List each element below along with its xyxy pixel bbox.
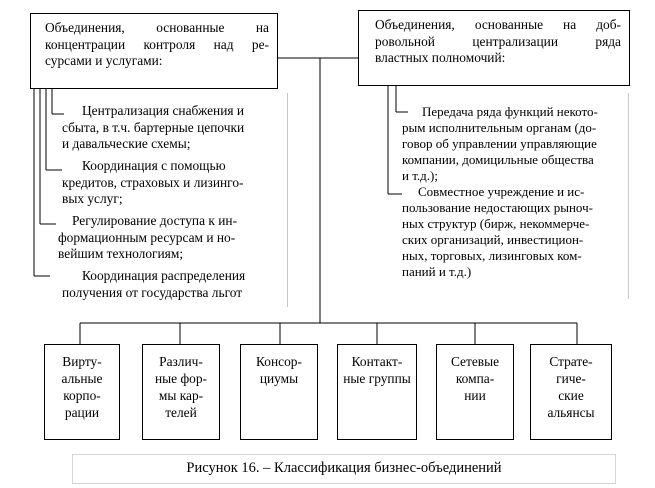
left-item-4: Координация распределения получения от государства льгот — [62, 268, 246, 300]
left-item-3: Регулирование доступа к ин- формационным ресурсам и но- вейшим технологиям; — [58, 213, 238, 261]
category-consortiums: Консор- циумы — [240, 344, 318, 440]
left-items-edge — [287, 93, 288, 307]
left-item-2: Координация с помощью кредитов, страховых и лизинго- вых услуг; — [62, 158, 244, 206]
right-header-box — [358, 10, 630, 86]
figure-caption: Рисунок 16. – Классификация бизнес-объединений — [186, 460, 502, 476]
left-header-box — [30, 13, 278, 89]
category-contact-groups: Контакт- ные группы — [337, 344, 417, 440]
right-header-line-1: Объединения, основанные на доб- — [375, 17, 621, 32]
caption-box — [72, 454, 616, 484]
right-items-edge — [628, 93, 629, 299]
right-header-line-2: ровольной централизации ряда — [375, 33, 621, 49]
left-header-line-3: сурсами и услугами: — [45, 53, 163, 68]
category-strategic-alliances: Страте- гиче- ские альянсы — [530, 344, 612, 440]
left-header-line-1: Объединения, основанные на — [45, 20, 269, 35]
left-item-1: Централизация снабжения и сбыта, в т.ч. бартерные цепочки и давальческие схемы; — [62, 103, 245, 151]
category-network-companies: Сетевые компа- нии — [436, 344, 514, 440]
right-item-2: Совместное учреждение и ис- пользование недостающих рыноч- ных структур (бирж, некоммерче- ских организаций, инвестицион- ных, торговых, лизинговых ком- паний и т.д.) — [402, 184, 593, 279]
left-header-line-2: концентрации контроля над ре- — [45, 36, 269, 52]
right-item-1: Передача ряда функций некото- рым исполнительным органам (до- говор об управлении управляющие компании, домицильные общества и т.д.); — [402, 104, 598, 183]
category-cartels: Различ- ные фор- мы кар- телей — [142, 344, 220, 440]
right-header-line-3: властных полномочий: — [375, 50, 506, 65]
category-virtual-corporations: Вирту- альные корпо- рации — [44, 344, 120, 440]
